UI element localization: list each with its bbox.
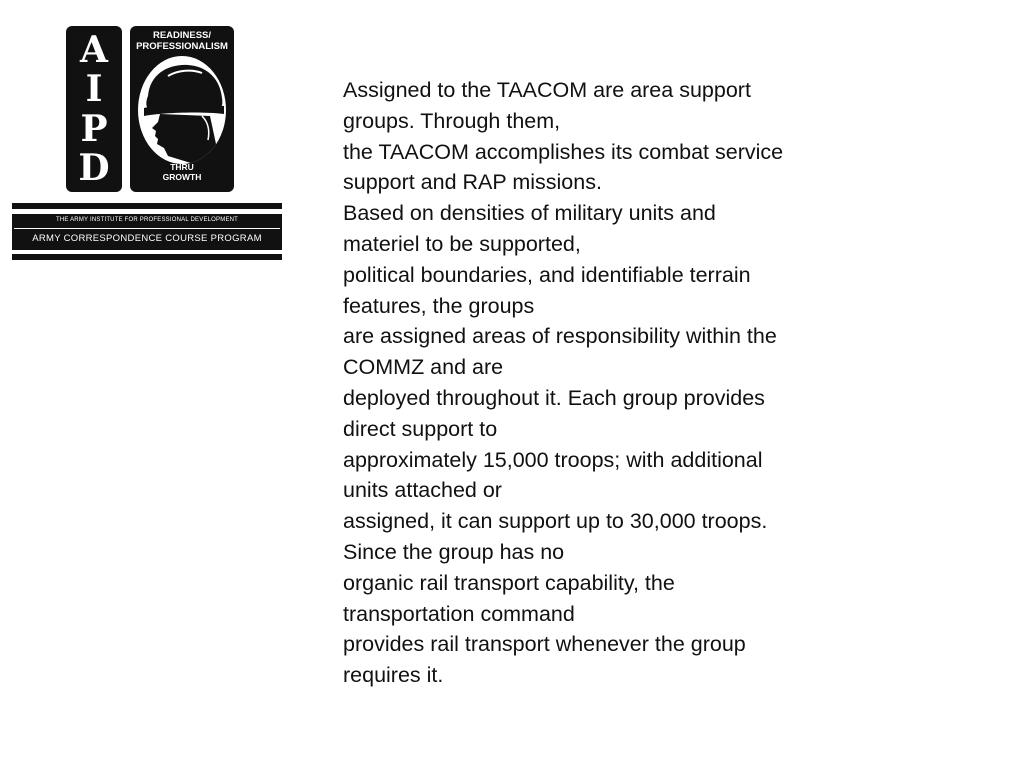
motto-top: READINESS/ PROFESSIONALISM: [136, 30, 228, 52]
body-line: direct support to: [343, 416, 498, 441]
logo-letter: D: [78, 146, 110, 189]
body-line: features, the groups: [343, 293, 535, 318]
body-line: the TAACOM accomplishes its combat service: [343, 139, 784, 164]
motto-bottom: THRU GROWTH: [162, 162, 202, 182]
body-paragraph: [343, 75, 823, 691]
body-line: approximately 15,000 troops; with additional: [343, 447, 763, 472]
acc-program-banner: [12, 203, 282, 261]
body-line: requires it.: [343, 663, 444, 688]
banner-rule-top: [12, 203, 282, 209]
body-line: deployed throughout it. Each group provides: [343, 385, 765, 410]
banner-rule-bottom: [12, 254, 282, 260]
logo-letter: P: [80, 107, 108, 150]
emblem-panel: [130, 26, 234, 192]
body-line: organic rail transport capability, the: [343, 570, 675, 595]
body-line: are assigned areas of responsibility within the: [343, 324, 777, 349]
body-line: units attached or: [343, 478, 502, 503]
body-line: transportation command: [343, 601, 575, 626]
aipd-logo: [66, 26, 234, 192]
logo-letter: I: [85, 68, 103, 111]
program-name: ARMY CORRESPONDENCE COURSE PROGRAM: [32, 233, 262, 244]
body-line: Assigned to the TAACOM are area support: [343, 78, 751, 102]
body-line: assigned, it can support up to 30,000 troops.: [343, 509, 768, 534]
body-line: COMMZ and are: [343, 355, 504, 380]
body-line: materiel to be supported,: [343, 231, 581, 256]
aipd-letters-panel: [66, 26, 122, 192]
emblem-oval: [138, 56, 226, 164]
logo-letter: A: [80, 29, 108, 71]
body-line: Since the group has no: [343, 539, 565, 564]
institute-name: THE ARMY INSTITUTE FOR PROFESSIONAL DEVELOPMENT: [55, 217, 239, 223]
banner-divider: [14, 228, 280, 229]
body-line: provides rail transport whenever the group: [343, 632, 746, 657]
soldier-helmet-silhouette-icon: [138, 56, 226, 164]
body-line: political boundaries, and identifiable terrain: [343, 262, 751, 287]
body-line: Based on densities of military units and: [343, 201, 716, 226]
body-line: groups. Through them,: [343, 108, 561, 133]
body-line: support and RAP missions.: [343, 170, 602, 195]
